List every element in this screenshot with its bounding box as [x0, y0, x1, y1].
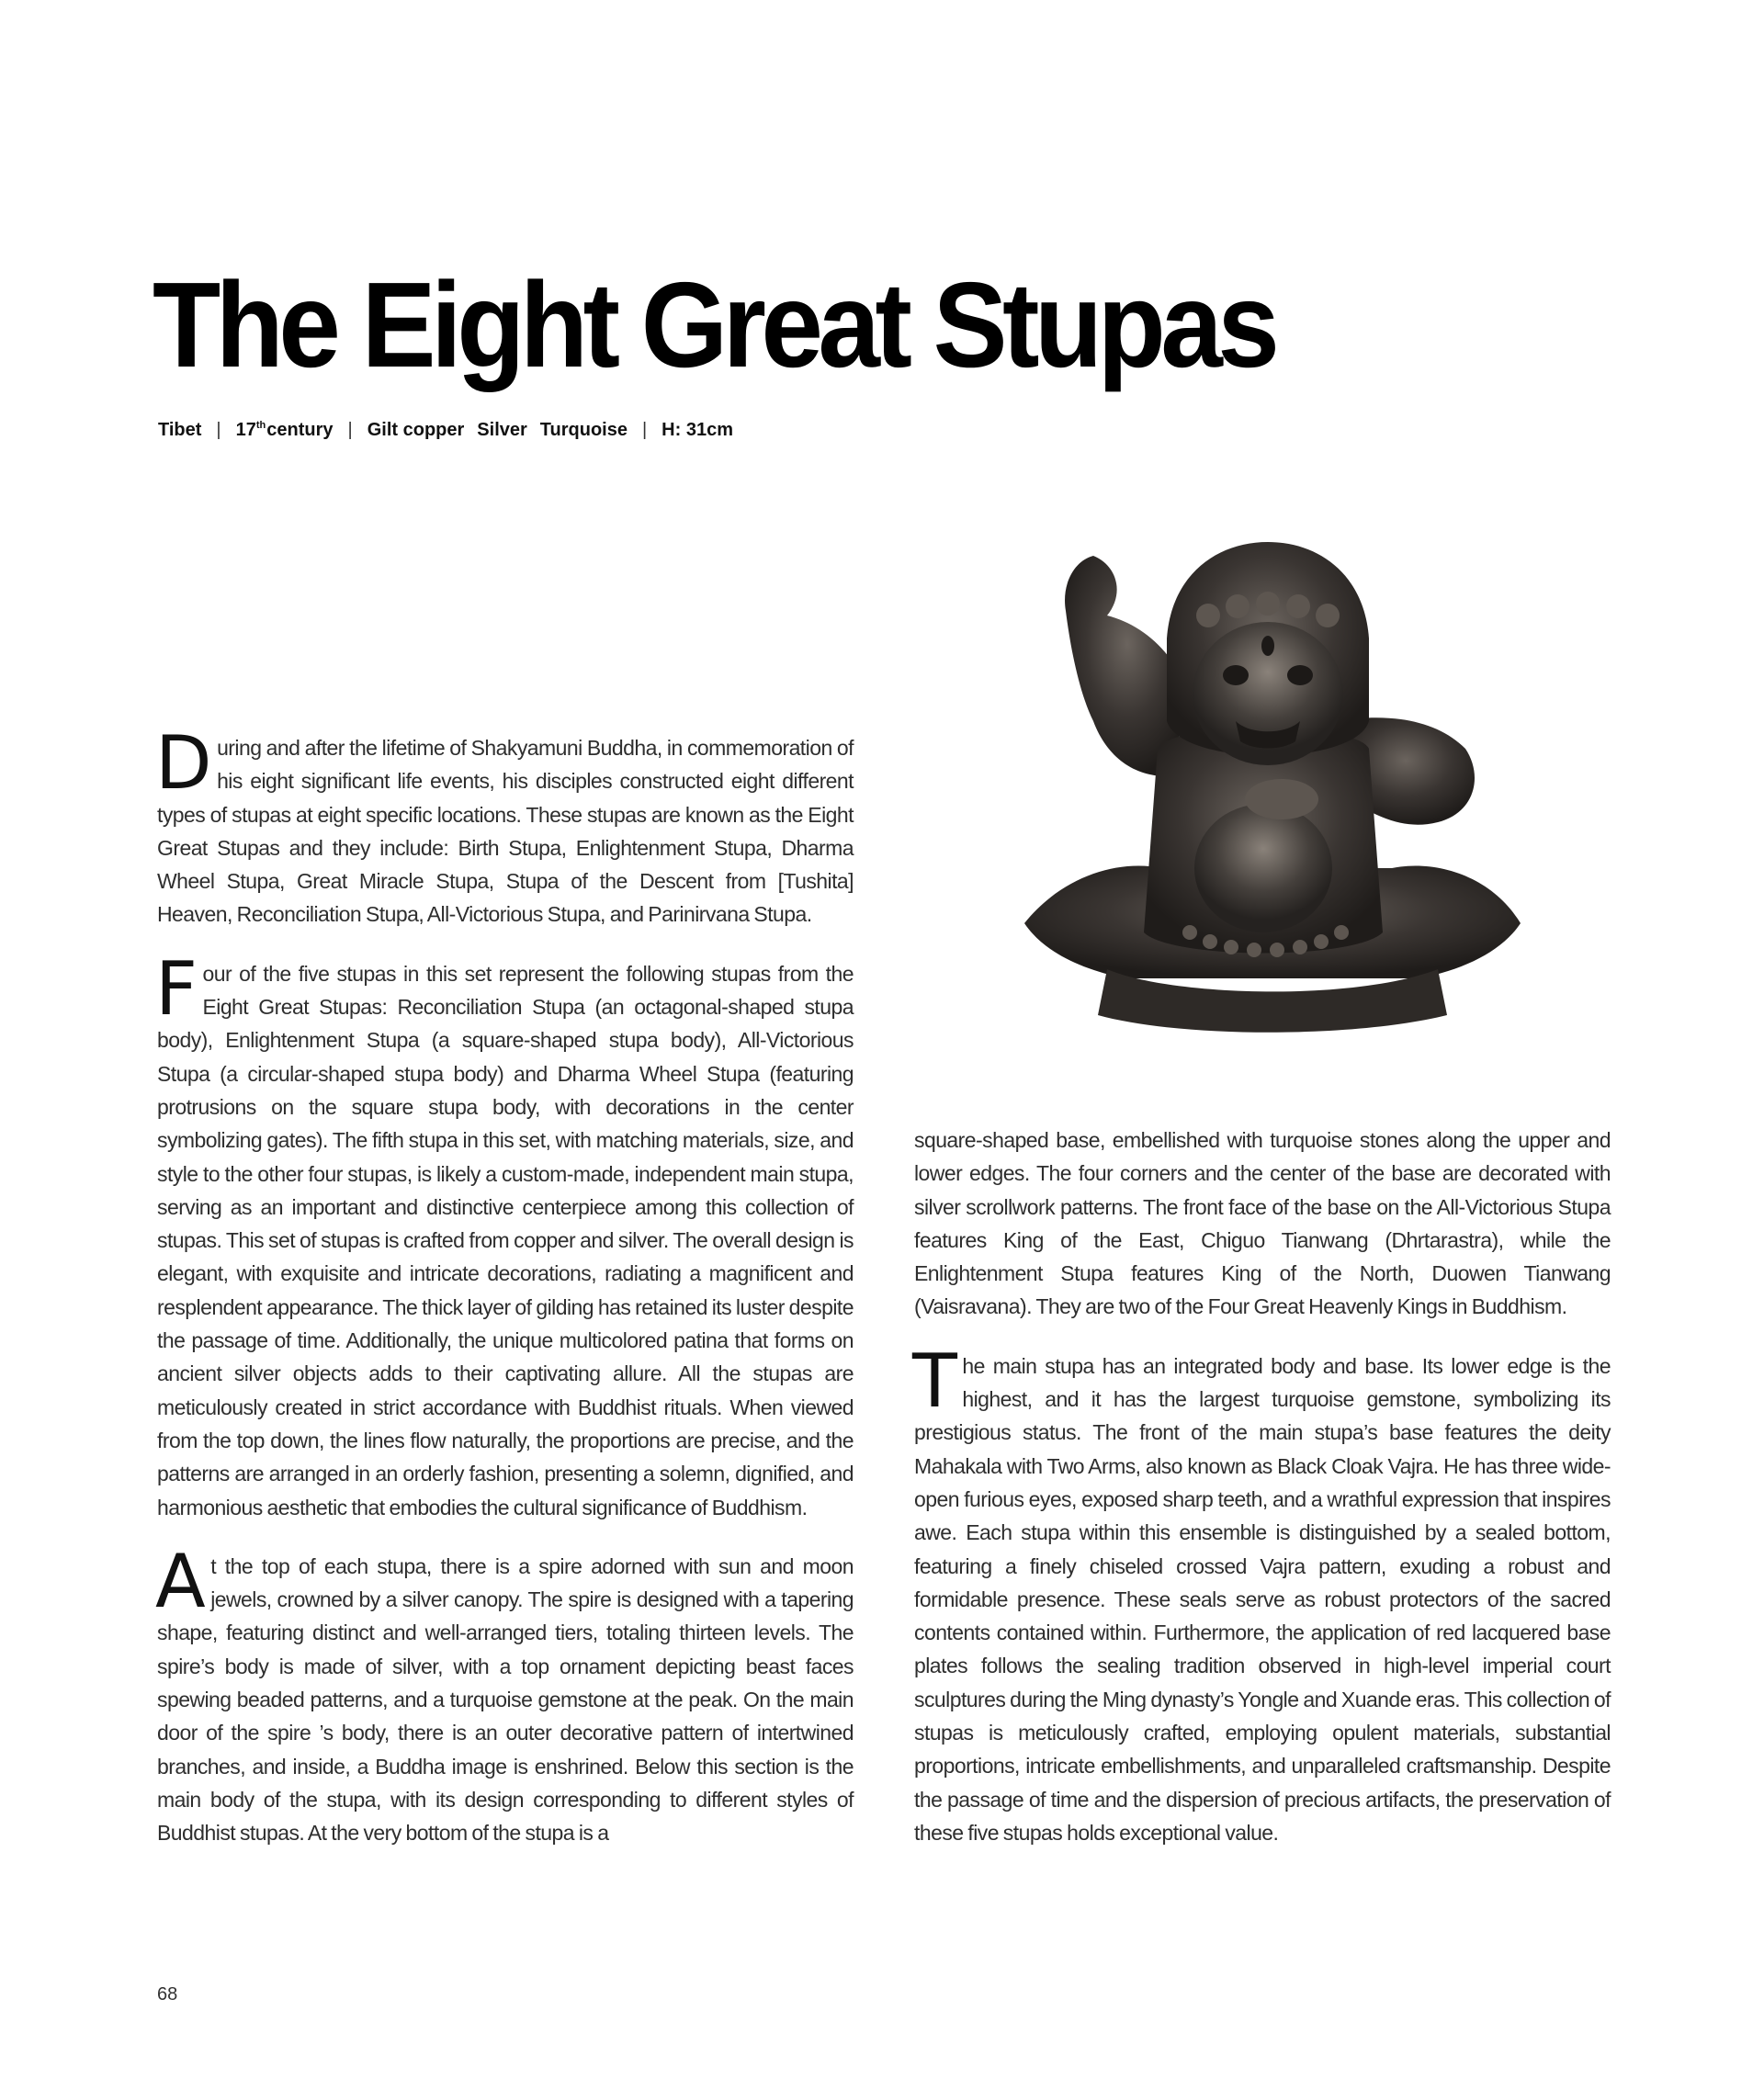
- dropcap: T: [912, 1338, 957, 1424]
- paragraph-spire-description: [155, 1538, 854, 1850]
- page-title: The Eight Great Stupas: [153, 257, 1275, 393]
- left-text-column: [155, 720, 854, 1876]
- meta-separator: |: [347, 420, 353, 440]
- paragraph-text: square-shaped base, embellished with turquoise stones along the upper and lower edges. The four corners and the center of the base are decorated with silver scrollwork patterns. The front face of the base on the All-Victorious Stupa features King of the East, Chiguo Tianwang (Dhrtarastra), while the Enlightenment Stupa features King of the North, Duowen Tianwang (Vaisravana). They are two of the Four Great Heavenly Kings in Buddhism.: [914, 1128, 1611, 1319]
- dropcap: A: [155, 1538, 206, 1624]
- meta-century-suffix: th: [255, 420, 266, 431]
- dropcap: F: [155, 945, 198, 1032]
- meta-height: H: 31cm: [662, 420, 733, 440]
- paragraph-text: our of the five stupas in this set represent the following stupas from the Eight Great Stupas: Reconciliation Stupa (an octagonal-shaped stupa body), Enlightenment Stupa (a square-shaped stupa body), All-Victorious Stupa (a circular-shaped stupa body) and Dharma Wheel Stupa (featuring protrusions on the square stupa body, with decorations in the center symbolizing gates). The fifth stupa in this set, with matching materials, size, and style to the other four stupas, is likely a custom-made, independent main stupa, serving as an important and distinctive centerpiece among this collection of stupas. This set of stupas is crafted from copper and silver. The overall design is elegant, with exquisite and intricate decorations, radiating a magnificent and resplendent appearance. The thick layer of gilding has retained its luster despite the passage of time. Additionally, the unique multicolored patina that forms on ancient silver objects adds to their captivating allure. All the stupas are meticulously created in strict accordance with Buddhist rituals. When viewed from the top down, the lines flow naturally, the proportions are precise, and the patterns are arranged in an orderly fashion, presenting a solemn, dignified, and harmonious aesthetic that embodies the cultural significance of Buddhism.: [157, 961, 854, 1519]
- paragraph-main-stupa: [912, 1338, 1611, 1849]
- meta-century-number: 17: [235, 420, 256, 440]
- meta-origin: Tibet: [158, 420, 202, 440]
- paragraph-intro: [155, 720, 854, 932]
- paragraph-set-description: [155, 945, 854, 1524]
- page-number: 68: [157, 1984, 178, 2005]
- paragraph-base-description: [914, 1124, 1611, 1324]
- mahakala-sculpture-image: [1006, 537, 1532, 1045]
- sculpture-illustration: [1006, 537, 1532, 1045]
- meta-separator: |: [641, 420, 648, 440]
- meta-separator: |: [216, 420, 221, 440]
- meta-material-2: Silver: [477, 420, 527, 440]
- meta-century-word: century: [266, 420, 334, 440]
- artifact-meta-line: [158, 412, 733, 443]
- paragraph-text: t the top of each stupa, there is a spire adorned with sun and moon jewels, crowned by a silver canopy. The spire is designed with a tapering shape, featuring distinct and well-arranged tiers, totaling thirteen levels. The spire’s body is made of silver, with a top ornament depicting beast faces spewing beaded patterns, and a turquoise gemstone at the peak. On the main door of the spire ’s body, there is an outer decorative pattern of intertwined branches, and inside, a Buddha image is enshrined. Below this section is the main body of the stupa, with its design corresponding to different styles of Buddhist stupas. At the very bottom of the stupa is a: [157, 1553, 854, 1846]
- right-text-column: [914, 1124, 1611, 1875]
- dropcap: D: [155, 720, 212, 806]
- meta-century: [236, 420, 334, 440]
- paragraph-text: he main stupa has an integrated body and base. Its lower edge is the highest, and it has the largest turquoise gemstone, symbolizing its prestigious status. The front of the main stupa’s base features the deity Mahakala with Two Arms, also known as Black Cloak Vajra. He has three wide-open furious eyes, exposed sharp teeth, and a wrathful expression that inspires awe. Each stupa within this ensemble is distinguished by a sealed bottom, featuring a finely chiseled crossed Vajra pattern, exuding a robust and formidable presence. These seals serve as robust protectors of the sacred contents contained within. Furthermore, the application of red lacquered base plates follows the sealing tradition observed in high-level imperial court sculptures during the Ming dynasty’s Yongle and Xuande eras. This collection of stupas is meticulously crafted, employing opulent materials, substantial proportions, intricate embellishments, and unparalleled craftsmanship. Despite the passage of time and the dispersion of precious artifacts, the preservation of these five stupas holds exceptional value.: [914, 1353, 1611, 1845]
- paragraph-text: uring and after the lifetime of Shakyamuni Buddha, in commemoration of his eight significant life events, his disciples constructed eight different types of stupas at eight specific locations. These stupas are known as the Eight Great Stupas and they include: Birth Stupa, Enlightenment Stupa, Dharma Wheel Stupa, Great Miracle Stupa, Stupa of the Descent from [Tushita] Heaven, Reconciliation Stupa, All-Victorious Stupa, and Parinirvana Stupa.: [157, 736, 854, 927]
- meta-material-1: Gilt copper: [367, 420, 465, 440]
- meta-material-3: Turquoise: [539, 420, 628, 440]
